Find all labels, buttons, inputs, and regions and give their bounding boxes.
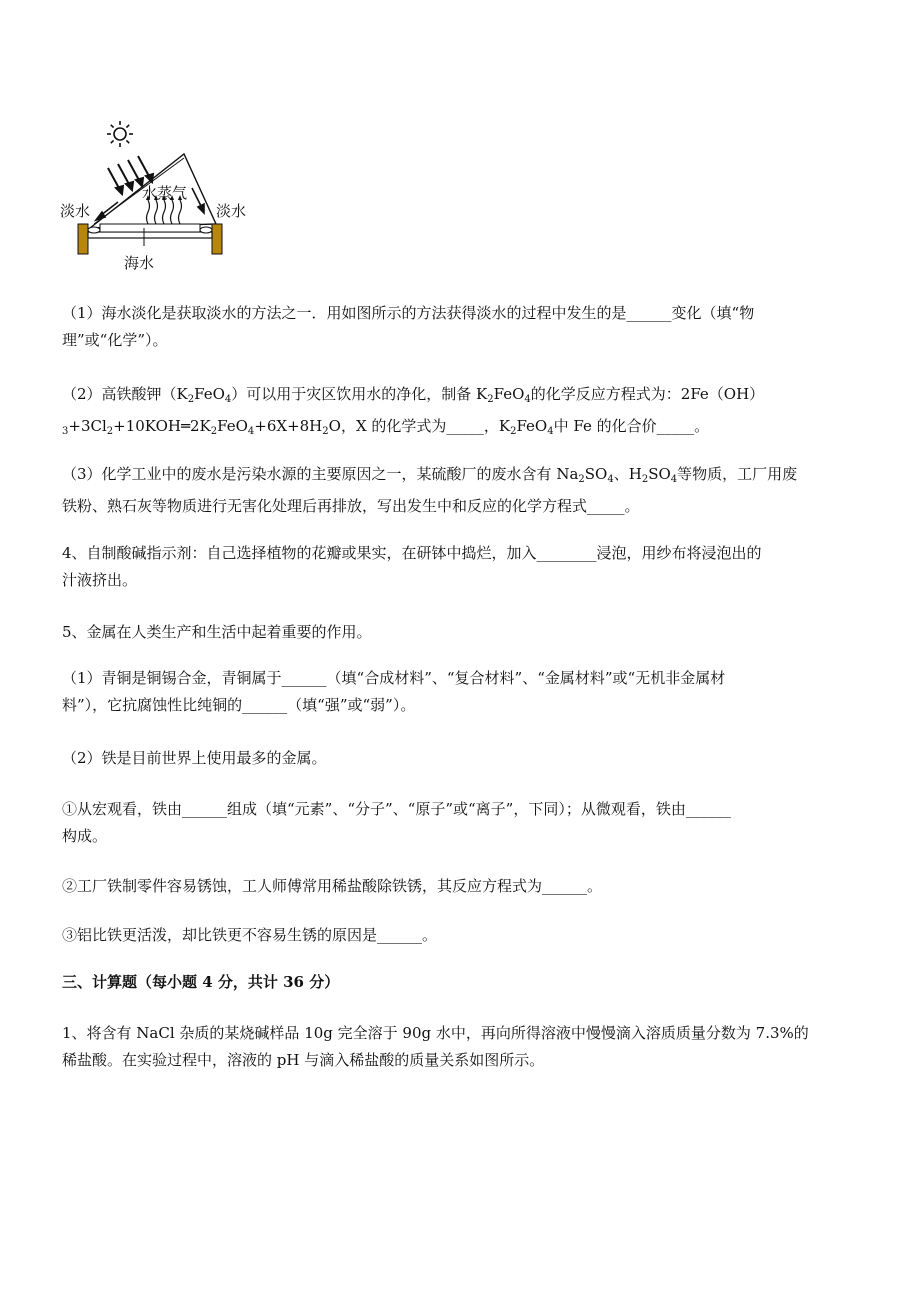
sun-icon <box>107 121 133 147</box>
vapor-label: 水蒸气 <box>142 184 188 202</box>
vapor-arrows <box>147 200 182 224</box>
question-5-part-1 <box>62 665 862 719</box>
question-1-line-1: （1）海水淡化是获取淡水的方法之一．用如图所示的方法获得淡水的过程中发生的是______变化（填“物 <box>62 304 755 322</box>
freshwater-left-label: 淡水 <box>60 202 91 220</box>
seawater-label: 海水 <box>124 254 155 272</box>
question-2-line-1: （2）高铁酸钾$(K_2FeO_4)$可以用于灾区饮用水的净化，制备 $K_2FeO_4$的化学反应方程式为：2Fe（OH） <box>62 385 765 405</box>
question-4-line-1: 4、自制酸碱指示剂：自己选择植物的花瓣或果实，在研钵中捣烂，加入________浸泡，用纱布将浸泡出的 <box>62 544 762 562</box>
question-5-part-1-line-2: 料”），它抗腐蚀性比纯铜的______（填“强”或“弱”）。 <box>62 696 416 714</box>
question-5-part-2: （2）铁是目前世界上使用最多的金属。 <box>62 749 327 767</box>
question-3-line-2: 铁粉、熟石灰等物质进行无害化处理后再排放，写出发生中和反应的化学方程式_____。 <box>62 497 640 515</box>
question-5-title: 5、金属在人类生产和生活中起着重要的作用。 <box>62 623 372 641</box>
question-5-part-2c: ③铝比铁更活泼，却比铁更不容易生锈的原因是______。 <box>62 926 438 944</box>
freshwater-right-label: 淡水 <box>216 202 247 220</box>
question-1 <box>62 300 862 354</box>
question-2-line-2: $_3+3Cl_2+10KOH═2K_2FeO_4+6X+8H_2O$，X 的化学式为_____，$K_2FeO_4$中 Fe 的化合价_____。 <box>62 417 710 437</box>
calc-question-1-line-1: 1、将含有 NaCl 杂质的某烧碱样品 10g 完全溶于 90g 水中，再向所得溶液中慢慢滴入溶质质量分数为 7.3%的 <box>62 1024 809 1042</box>
question-2 <box>62 381 862 445</box>
question-4-line-2: 汁液挤出。 <box>62 571 138 589</box>
question-4 <box>62 540 862 594</box>
desalination-figure <box>56 116 256 276</box>
question-5-part-2b: ②工厂铁制零件容易锈蚀，工人师傅常用稀盐酸除铁锈，其反应方程式为______。 <box>62 877 603 895</box>
question-5-part-2a <box>62 796 862 850</box>
question-3 <box>62 461 862 520</box>
basin <box>78 224 222 254</box>
question-5-part-2a-line-2: 构成。 <box>62 827 108 845</box>
calc-question-1-line-2: 稀盐酸。在实验过程中，溶液的 pH 与滴入稀盐酸的质量关系如图所示。 <box>62 1051 545 1069</box>
question-3-line-1: （3）化学工业中的废水是污染水源的主要原因之一，某硫酸厂的废水含有 $Na_2SO_4$、$H_2SO_4$等物质，工厂用废 <box>62 465 798 485</box>
question-5-part-2a-line-1: ①从宏观看，铁由______组成（填“元素”、“分子”、“原子”或“离子”，下同）；从微观看，铁由______ <box>62 800 731 818</box>
calc-question-1 <box>62 1020 862 1074</box>
question-1-line-2: 理”或“化学”）。 <box>62 331 168 349</box>
question-5-part-1-line-1: （1）青铜是铜锡合金，青铜属于______（填“合成材料”、“复合材料”、“金属材料”或“无机非金属材 <box>62 669 726 687</box>
section-3-heading: 三、计算题（每小题 4 分，共计 36 分） <box>62 973 340 991</box>
